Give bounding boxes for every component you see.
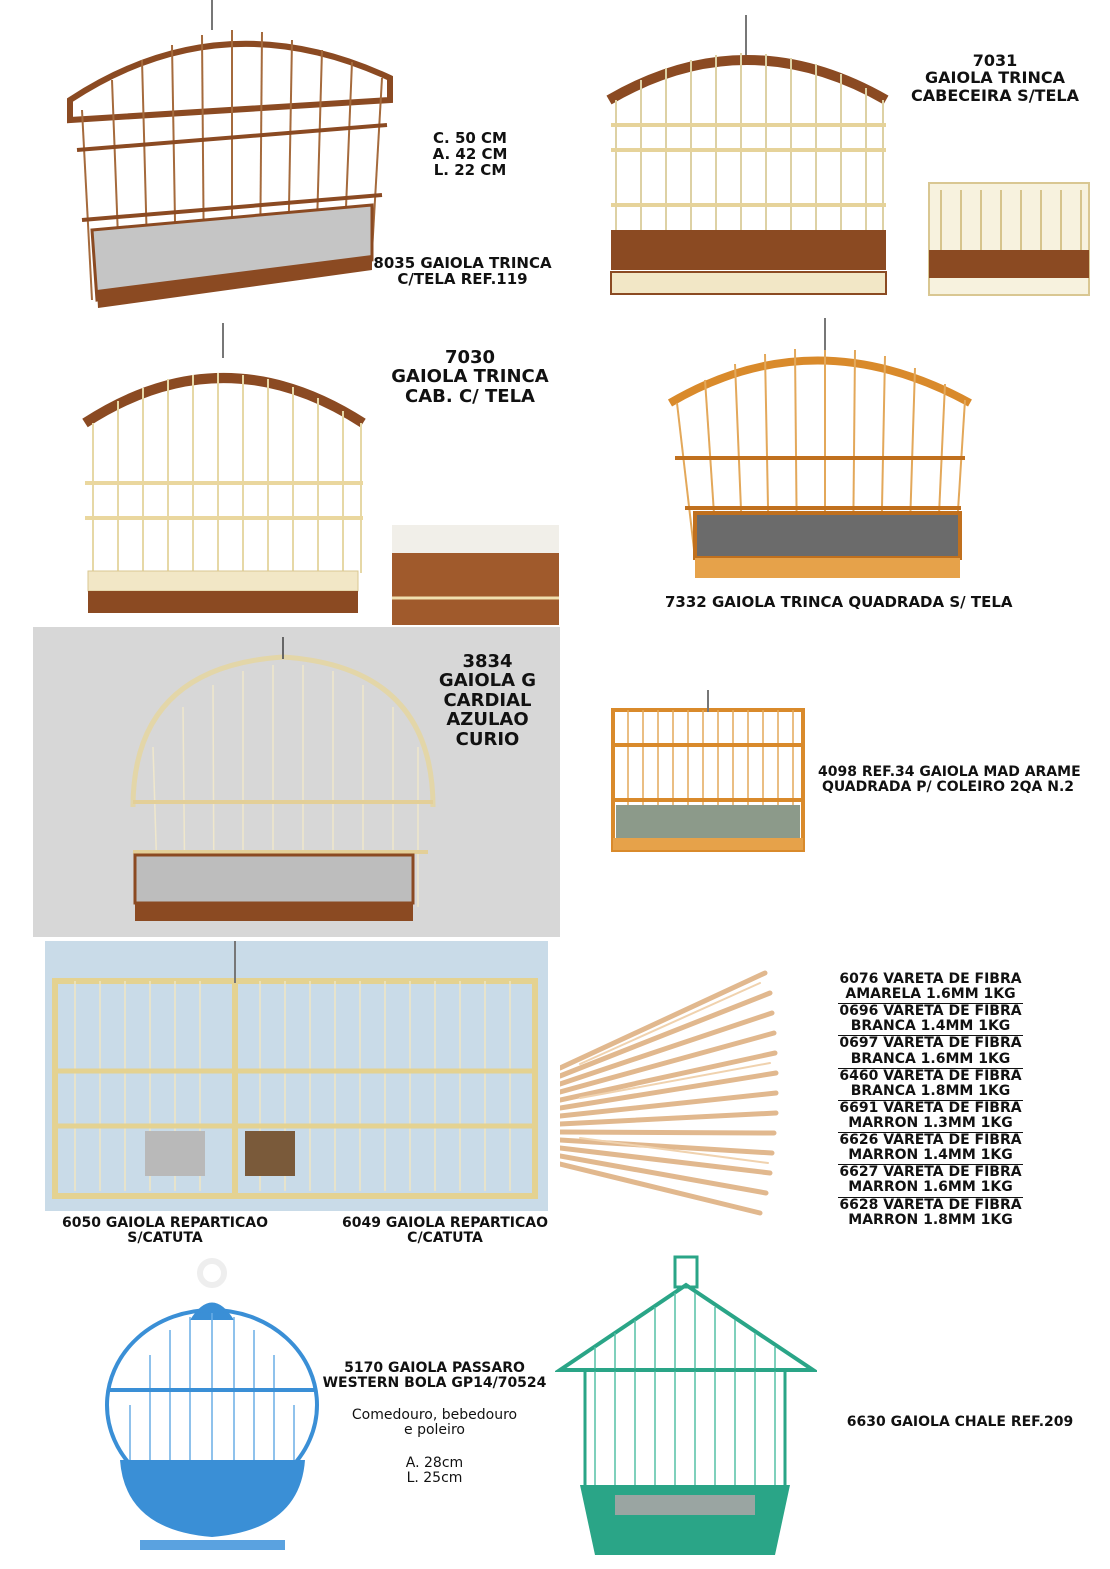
photo-cage-6630 bbox=[555, 1255, 817, 1567]
photo-cage-7031 bbox=[561, 0, 1091, 312]
caption-3834: 3834 GAIOLA G CARDIAL AZULAO CURIO bbox=[438, 651, 537, 750]
caption-7030: 7030 GAIOLA TRINCA CAB. C/ TELA bbox=[391, 347, 549, 407]
dims-5170: A. 28cm L. 25cm bbox=[405, 1455, 464, 1487]
caption-4098: 4098 REF.34 GAIOLA MAD ARAME QUADRADA P/ COLEIRO 2QA N.2 bbox=[818, 764, 1081, 796]
description-5170: Comedouro, bebedouro e poleiro bbox=[351, 1407, 518, 1439]
photo-cage-4098 bbox=[608, 690, 808, 860]
photo-fiber-rods bbox=[560, 968, 785, 1230]
rod-item: 6460 VARETA DE FIBRA BRANCA 1.8MM 1KG bbox=[838, 1069, 1023, 1101]
photo-cage-7332 bbox=[665, 318, 975, 583]
caption-7031: 7031 GAIOLA TRINCA CABECEIRA S/TELA bbox=[911, 51, 1079, 105]
rod-item: 6691 VARETA DE FIBRA MARRON 1.3MM 1KG bbox=[838, 1101, 1023, 1133]
rod-item: 6628 VARETA DE FIBRA MARRON 1.8MM 1KG bbox=[839, 1196, 1022, 1228]
caption-6050: 6050 GAIOLA REPARTICAO S/CATUTA bbox=[62, 1215, 268, 1247]
rod-item: 6627 VARETA DE FIBRA MARRON 1.6MM 1KG bbox=[838, 1165, 1023, 1197]
caption-5170: 5170 GAIOLA PASSARO WESTERN BOLA GP14/70524 bbox=[322, 1360, 547, 1392]
caption-8035: 8035 GAIOLA TRINCA C/TELA REF.119 bbox=[373, 254, 552, 289]
fiber-rods-list bbox=[838, 972, 1023, 1229]
caption-7332: 7332 GAIOLA TRINCA QUADRADA S/ TELA bbox=[665, 593, 1013, 611]
photo-cage-5170 bbox=[100, 1255, 325, 1560]
caption-6630: 6630 GAIOLA CHALE REF.209 bbox=[846, 1414, 1074, 1430]
rod-item: 6076 VARETA DE FIBRA AMARELA 1.6MM 1KG bbox=[838, 972, 1023, 1004]
photo-cage-6050-6049 bbox=[45, 941, 548, 1211]
caption-6049: 6049 GAIOLA REPARTICAO C/CATUTA bbox=[342, 1215, 548, 1247]
photo-cage-8035 bbox=[52, 0, 397, 312]
rod-item: 0696 VARETA DE FIBRA BRANCA 1.4MM 1KG bbox=[838, 1004, 1023, 1036]
dims-8035: C. 50 CM A. 42 CM L. 22 CM bbox=[432, 129, 508, 180]
rod-item: 6626 VARETA DE FIBRA MARRON 1.4MM 1KG bbox=[838, 1133, 1023, 1165]
rod-item: 0697 VARETA DE FIBRA BRANCA 1.6MM 1KG bbox=[838, 1036, 1023, 1068]
